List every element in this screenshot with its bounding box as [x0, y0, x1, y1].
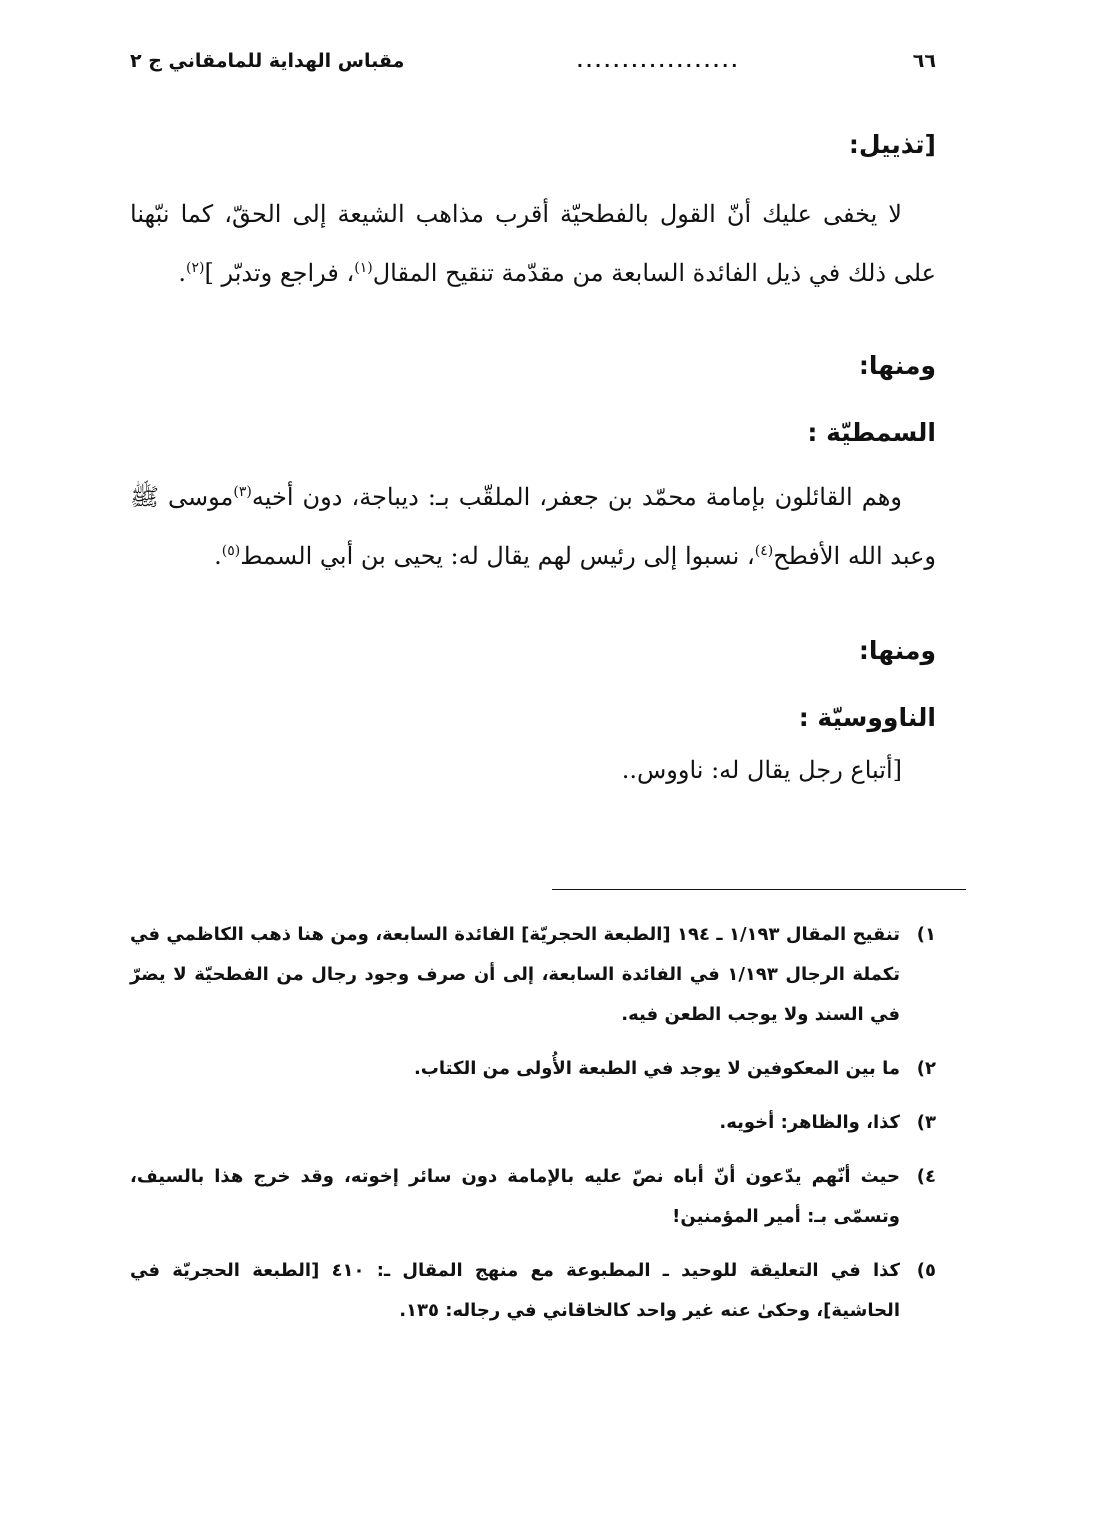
nawusiyya-paragraph: [أتباع رجل يقال له: ناووس..: [621, 756, 902, 784]
samtiyya-heading: السمطيّة :: [807, 418, 936, 447]
page-number: ٦٦: [912, 50, 936, 72]
book-title: مقباس الهداية للمامقاني ج ٢: [130, 50, 405, 72]
samtiyya-paragraph: [130, 468, 936, 586]
footnote-text: تنقيح المقال ١/١٩٣ ـ ١٩٤ [الطبعة الحجريّة] الفائدة السابعة، ومن هنا ذهب الكاظمي في تكملة الرجال ١/١٩٣ في الفائدة السابعة، إلى أن صرف وجود رجال من الفطحيّة لا يضرّ في السند ولا يوجب الطعن فيه.: [130, 924, 900, 1025]
tadhyil-paragraph: [130, 185, 936, 303]
samtiyya-text-c: ، نسبوا إلى رئيس لهم يقال له: يحيى بن أبي السمط: [240, 542, 755, 570]
footnote-number: ٣): [916, 1112, 936, 1133]
tadhyil-text-a: لا يخفى عليك أنّ القول بالفطحيّة أقرب مذاهب الشيعة إلى الحقّ، كما نبّهنا على ذلك في ذيل الفائدة السابعة من مقدّمة تنقيح المقال: [130, 200, 936, 287]
samtiyya-text-a: وهم القائلون بإمامة محمّد بن جعفر، الملقّب بـ: ديباجة، دون أخيه: [251, 483, 902, 511]
samtiyya-text-b: موسى ﷺ وعبد الله الأفطح: [130, 483, 936, 570]
footnote-number: ٢): [916, 1058, 936, 1079]
footnote-number: ٥): [916, 1260, 936, 1281]
page: [130, 50, 936, 1321]
footnote-text: حيث أنّهم يدّعون أنّ أباه نصّ عليه بالإمامة دون سائر إخوته، وقد خرج هذا بالسيف، وتسمّى بـ: أمير المؤمنين!: [130, 1166, 900, 1227]
footnote-2: [130, 1049, 936, 1089]
footnote-ref-3: (٣): [233, 484, 252, 500]
footnote-ref-2: (٢): [186, 260, 205, 276]
footnote-ref-5: (٥): [221, 543, 241, 559]
footnote-text: كذا، والظاهر: أخويه.: [719, 1112, 900, 1133]
footnote-text: كذا في التعليقة للوحيد ـ المطبوعة مع منهج المقال ـ: ٤١٠ [الطبعة الحجريّة في الحاشية]، وحكىٰ عنه غير واحد كالخاقاني في رجاله: ١٣٥.: [130, 1260, 900, 1321]
footnote-ref-4: (٤): [754, 543, 774, 559]
tadhyil-text-b: ، فراجع وتدبّر ]: [204, 259, 355, 287]
footnote-ref-1: (١): [354, 260, 373, 276]
minha-heading-1: ومنها:: [858, 351, 936, 380]
footnote-4: [130, 1157, 936, 1237]
footnote-3: [130, 1103, 936, 1143]
footnotes: [130, 915, 936, 1331]
header-leader-dots: ..................: [576, 52, 741, 71]
minha-heading-2: ومنها:: [858, 636, 936, 665]
running-header: [130, 50, 936, 90]
footnote-1: [130, 915, 936, 1035]
tadhyil-text-c: .: [178, 259, 186, 287]
footnote-5: [130, 1251, 936, 1331]
samtiyya-text-d: .: [214, 542, 222, 570]
footnote-number: ١): [916, 924, 936, 945]
nawusiyya-heading: الناووسيّة :: [798, 703, 936, 732]
footnote-text: ما بين المعكوفين لا يوجد في الطبعة الأُولى من الكتاب.: [413, 1058, 900, 1079]
tadhyil-heading: [تذييل:: [848, 130, 936, 159]
footnote-number: ٤): [916, 1166, 936, 1187]
footnote-divider: [552, 889, 966, 890]
